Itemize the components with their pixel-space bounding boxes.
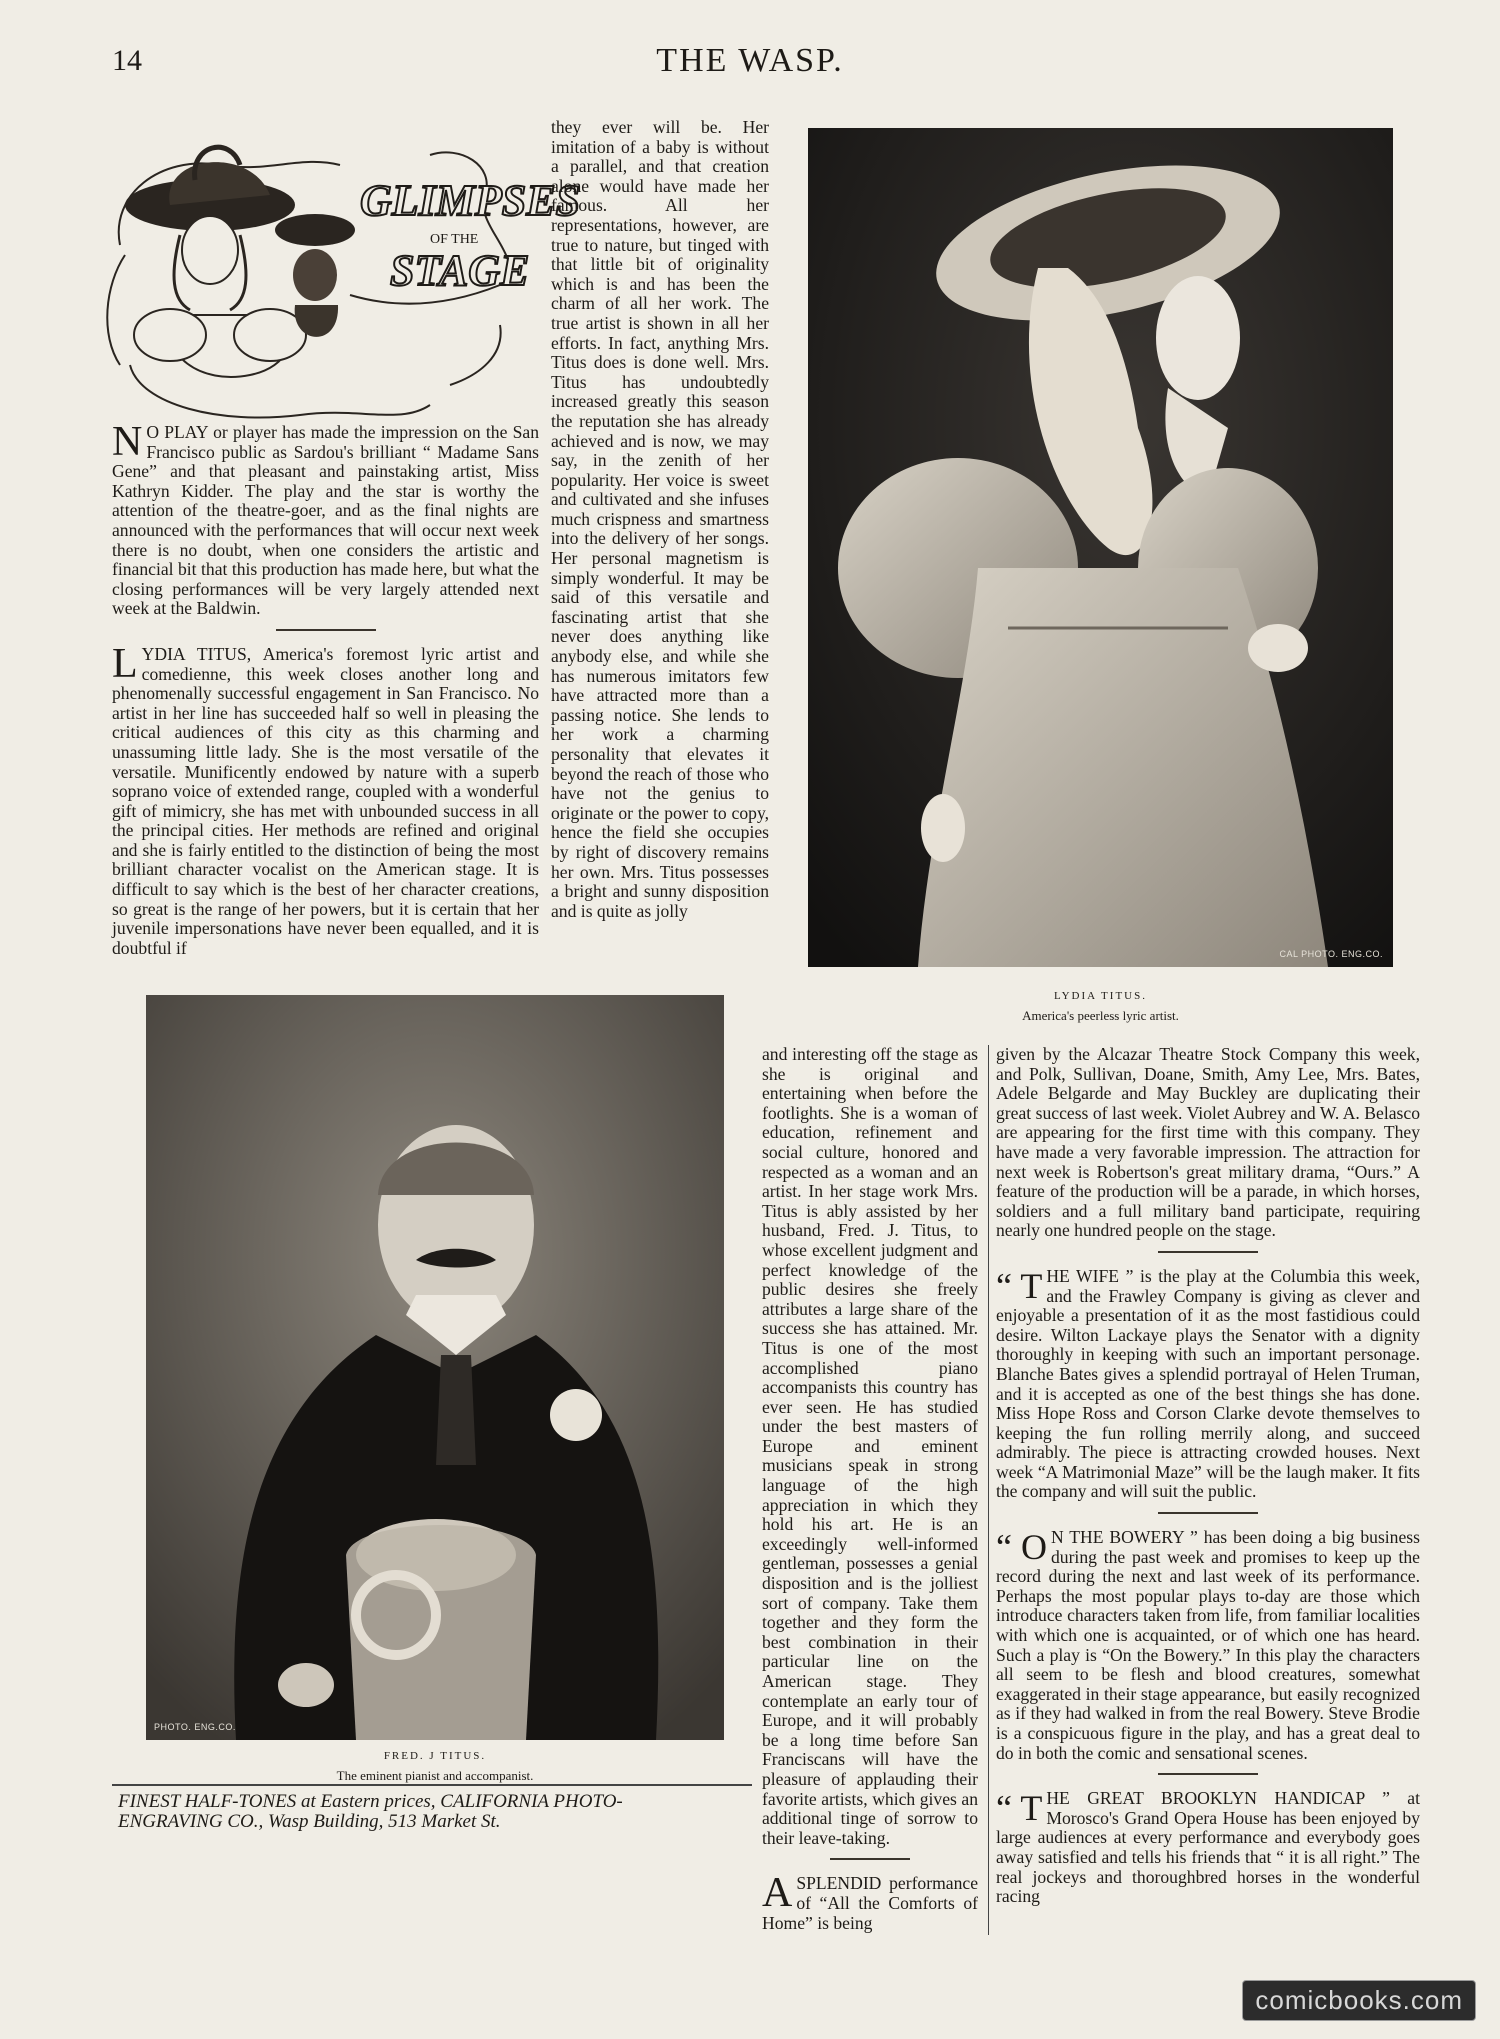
photo-credit: PHOTO. ENG.CO. — [154, 1722, 236, 1732]
glimpses-header-illustration — [100, 135, 581, 435]
portrait-lydia-titus-image — [808, 128, 1393, 967]
caption-subtitle: The eminent pianist and accompanist. — [336, 1768, 534, 1783]
header-title-glimpses: GLIMPSES — [360, 176, 581, 225]
photo-fred-titus — [146, 995, 724, 1740]
drop-cap: “ T — [996, 1265, 1043, 1306]
drop-cap: L — [112, 640, 138, 687]
photo-lydia-titus — [808, 128, 1393, 967]
section-divider — [1158, 1512, 1258, 1514]
paragraph-the-wife: “ T HE WIFE ” is the play at the Columbia this week, and the Frawley Company is giving as clever and enjoyable a presentation of it as the most fastidious could desire. Wilton Lackaye plays the Senator with a dignity thoroughly in keeping with such an important personage. Blanche Bates gives a splendid portrayal of Helen Truman, and it is accepted as one of the best things she has done. Miss Hope Ross and Corson Clarke devote themselves to keeping the fun rolling merrily along, and succeed admirably. The piece is attracting crowded houses. Next week “A Matrimonial Maze” will be the laugh maker. It fits the company and will suit the public. — [996, 1265, 1420, 1502]
page-number: 14 — [112, 44, 142, 77]
paragraph-titus-continued: they ever will be. Her imitation of a baby is without a parallel, and that creation alone would have made her famous. All her representations, however, are true to nature, but tinged with that little bit of originality which is and has been the charm of all her work. The true artist is shown in all her efforts. In fact, anything Mrs. Titus does is done well. Mrs. Titus has undoubtedly increased greatly this season the reputation she has already achieved and is now, we may say, in the zenith of her popularity. Her voice is sweet and cultivated and she infuses much crispness and smartness into the delivery of her songs. Her personal magnetism is simply wonderful. It may be said of this versatile and fascinating artist that she never does anything like anybody else, and while she has numerous imitators few have attracted more than a passing notice. She lends to her work a charming personality that elevates it beyond the reach of those who have not the genius to originate or the power to copy, hence the field she occupies by right of discovery remains her own. Mrs. Titus possesses a bright and sunny disposition and is quite as jolly — [551, 117, 769, 921]
advert-rule — [112, 1784, 752, 1786]
header-title-stage: STAGE — [390, 246, 530, 295]
site-watermark: comicbooks.com — [1242, 1980, 1476, 2021]
section-divider — [276, 629, 376, 631]
paragraph-titus-stage-work: and interesting off the stage as she is original and entertaining when before the footlights. She is a woman of education, refinement and social culture, honored and respected as a woman and an artist. In her stage work Mrs. Titus is ably assisted by her husband, Fred. J. Titus, to whose excellent judgment and perfect knowledge of the public desires she freely attributes a large share of the success she has attained. Mr. Titus is one of the most accomplished piano accompanists this country has ever seen. He has studied under the best masters of Europe and eminent musicians speak in strong language of the high appreciation in which they hold his art. He is an exceedingly well-informed gentleman, possesses a genial disposition and is the jolliest sort of company. Take them together and they form the best combination in their particular line on the American stage. They contemplate an early tour of Europe, and it will probably be a long time before San Franciscans will have the pleasure of applauding their favorite artists, which gives an additional tinge of sorrow to their leave-taking. — [762, 1044, 978, 1848]
caption-name: FRED. J TITUS. — [383, 1750, 487, 1762]
advert-line-2: ENGRAVING CO., Wasp Building, 513 Market St. — [118, 1811, 501, 1832]
section-divider — [1158, 1773, 1258, 1775]
paragraph-on-the-bowery: “ O N THE BOWERY ” has been doing a big business during the past week and promises to keep up the record during the next and last week of its performance. Perhaps the most popular plays to-day are those which introduce characters taken from life, from familiar localities with which one is acquainted, or of which one has heard. Such a play is “On the Bowery.” In this play the characters all seem to be flesh and blood creatures, somewhat exaggerated in their stage appearance, but easily recognized as if they had walked in from the real Bowery. Steve Brodie is a conspicuous figure in the play, and has a great deal to do in both the comic and sensational scenes. — [996, 1527, 1420, 1763]
advert-photo-engraving — [118, 1792, 758, 1832]
photo-credit: CAL PHOTO. ENG.CO. — [1279, 949, 1383, 959]
page-header-title: THE WASP. — [656, 42, 844, 79]
article-column-mid-bottom — [762, 1045, 978, 1935]
paragraph-lydia-titus: LYDIA TITUS, America's foremost lyric artist and comedienne, this week closes another long and phenomenally successful engagement in San Francisco. No artist in her line has succeeded half so well in pleasing the critical audiences of this city as this charming and unassuming little lady. She is the most versatile of the versatile. Munificently endowed by nature with a superb soprano voice of extended range, coupled with a wonderful gift of mimicry, she has met with unbounded success in all the principal cities. Her methods are refined and original and she is fairly entitled to the distinction of being the most brilliant character vocalist on the American stage. It is difficult to say which is the best of her character creations, so great is the range of her powers, but it is certain that her juvenile impersonations have never been equalled, and it is doubtful if — [112, 640, 539, 958]
caption-subtitle: America's peerless lyric artist. — [1022, 1008, 1179, 1023]
portrait-fred-titus-image — [146, 995, 724, 1740]
drop-cap: N — [112, 419, 143, 465]
paragraph-brooklyn-handicap: “ T HE GREAT BROOKLYN HANDICAP ” at Morosco's Grand Opera House has been enjoyed by large audiences at every performance and everybody goes away satisfied and tells his friends that “ it is all right.” The real jockeys and thoroughbred horses in the wonderful racing — [996, 1788, 1420, 1907]
paragraph-madame-sans-gene: N O PLAY or player has made the impression on the San Francisco public as Sardou's brilliant “ Madame Sans Gene” and that pleasant and painstaking artist, Miss Kathryn Kidder. The play and the star is worthy the attention of the theatre-goer, and as the final nights are announced with the performances that will occur next week there is no doubt, when one considers the artistic and financial bit that this production has made here, but what the closing performances will be very largely attended next week at the Baldwin. — [112, 419, 539, 619]
article-column-mid-top — [551, 118, 769, 974]
caption-name: LYDIA TITUS. — [1054, 990, 1147, 1002]
header-title-ofthe: OF THE — [430, 232, 479, 247]
drop-cap: “ T — [996, 1788, 1043, 1829]
section-divider — [830, 1858, 910, 1860]
caption-fred-titus — [146, 1750, 724, 1784]
drop-cap: A — [762, 1870, 793, 1917]
paragraph-alcazar: given by the Alcazar Theatre Stock Company this week, and Polk, Sullivan, Doane, Smith, Amy Lee, Mrs. Bates, Adele Belgarde and May Buckley are duplicating their great success of last week. Violet Aubrey and W. A. Belasco are appearing for the first time with this company. They have made a very favorable impression. The attraction for next week is Robertson's great military drama, “Ours.” A feature of the production will be a parade, in which horses, soldiers and a full military band participate, requiring nearly one hundred people on the stage. — [996, 1044, 1420, 1241]
drop-cap: “ O — [996, 1527, 1047, 1568]
caption-lydia-titus — [808, 990, 1393, 1024]
column-divider — [988, 1045, 989, 1935]
article-column-left-top — [112, 419, 539, 975]
section-divider — [1158, 1251, 1258, 1253]
advert-line-1: FINEST HALF-TONES at Eastern prices, CALIFORNIA PHOTO- — [118, 1791, 623, 1812]
article-column-right-bottom — [996, 1045, 1420, 1945]
paragraph-all-the-comforts: ASPLENDID performance of “All the Comforts of Home” is being — [762, 1870, 978, 1933]
